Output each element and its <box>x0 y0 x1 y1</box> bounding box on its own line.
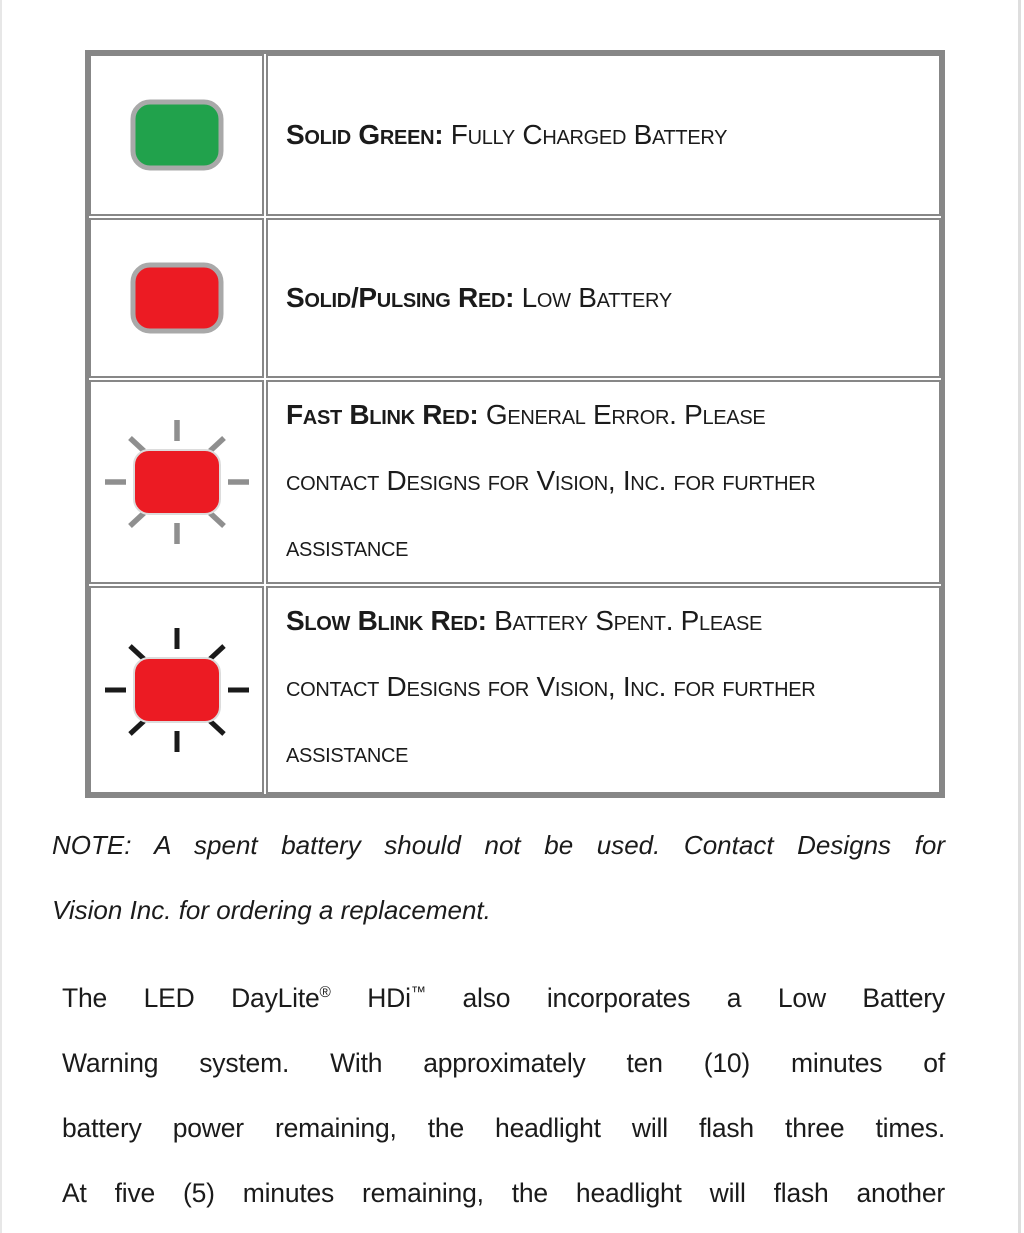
table-cell-indicator-row4 <box>89 586 264 794</box>
row1-label-bold: Solid Green: <box>286 119 444 150</box>
body-line1 <box>62 966 945 1031</box>
body-paragraph <box>62 966 945 1226</box>
red-led-slow-blink-icon <box>97 620 257 760</box>
table-cell-label-row2 <box>266 218 941 378</box>
trademark-mark: ™ <box>410 984 426 1002</box>
red-led-solid-icon <box>97 228 257 368</box>
green-led-solid-icon <box>97 65 257 205</box>
row4-label-bold: Slow Blink Red: <box>286 605 487 636</box>
table-cell-label-row3 <box>266 380 941 584</box>
body-line1-text2: HDi <box>330 983 411 1013</box>
registered-mark: ® <box>319 984 331 1002</box>
page-right-edge <box>1018 0 1021 1233</box>
table-cell-label-row4 <box>266 586 941 794</box>
row2-label <box>286 278 931 318</box>
led-status-table <box>85 50 945 798</box>
page-left-edge <box>0 0 2 1233</box>
note-paragraph <box>52 813 945 943</box>
row4-label-line1 <box>286 588 931 654</box>
body-line3: battery power remaining, the headlight will flash three times. <box>62 1113 945 1143</box>
row3-label-bold: Fast Blink Red: <box>286 399 479 430</box>
body-line4: At five (5) minutes remaining, the headlight will flash another <box>62 1178 945 1208</box>
row2-label-rest: Low Battery <box>514 282 672 313</box>
row3-label-rest: General Error. Please <box>478 399 766 430</box>
row4-label-rest: Battery Spent. Please <box>486 605 763 636</box>
red-led-fast-blink-icon <box>97 412 257 552</box>
table-cell-indicator-row1 <box>89 54 264 216</box>
body-line1-text3: also incorporates a Low Battery <box>425 983 945 1013</box>
table-cell-label-row1 <box>266 54 941 216</box>
note-line2: Vision Inc. for ordering a replacement. <box>52 895 491 925</box>
note-line1: NOTE: A spent battery should not be used. Contact Designs for <box>52 830 945 860</box>
row1-label <box>286 115 931 155</box>
row3-label-line1 <box>286 382 931 448</box>
row3-label-line3: assistance <box>286 531 409 562</box>
row1-label-rest: Fully Charged Battery <box>443 119 728 150</box>
row2-label-bold: Solid/Pulsing Red: <box>286 282 515 313</box>
table-cell-indicator-row3 <box>89 380 264 584</box>
row4-label-line3: assistance <box>286 737 409 768</box>
table-cell-indicator-row2 <box>89 218 264 378</box>
row3-label-line2: contact Designs for Vision, Inc. for further <box>286 465 816 496</box>
row4-label-line2: contact Designs for Vision, Inc. for further <box>286 671 816 702</box>
body-line2: Warning system. With approximately ten (10) minutes of <box>62 1048 945 1078</box>
body-line1-text1: The LED DayLite <box>62 983 320 1013</box>
